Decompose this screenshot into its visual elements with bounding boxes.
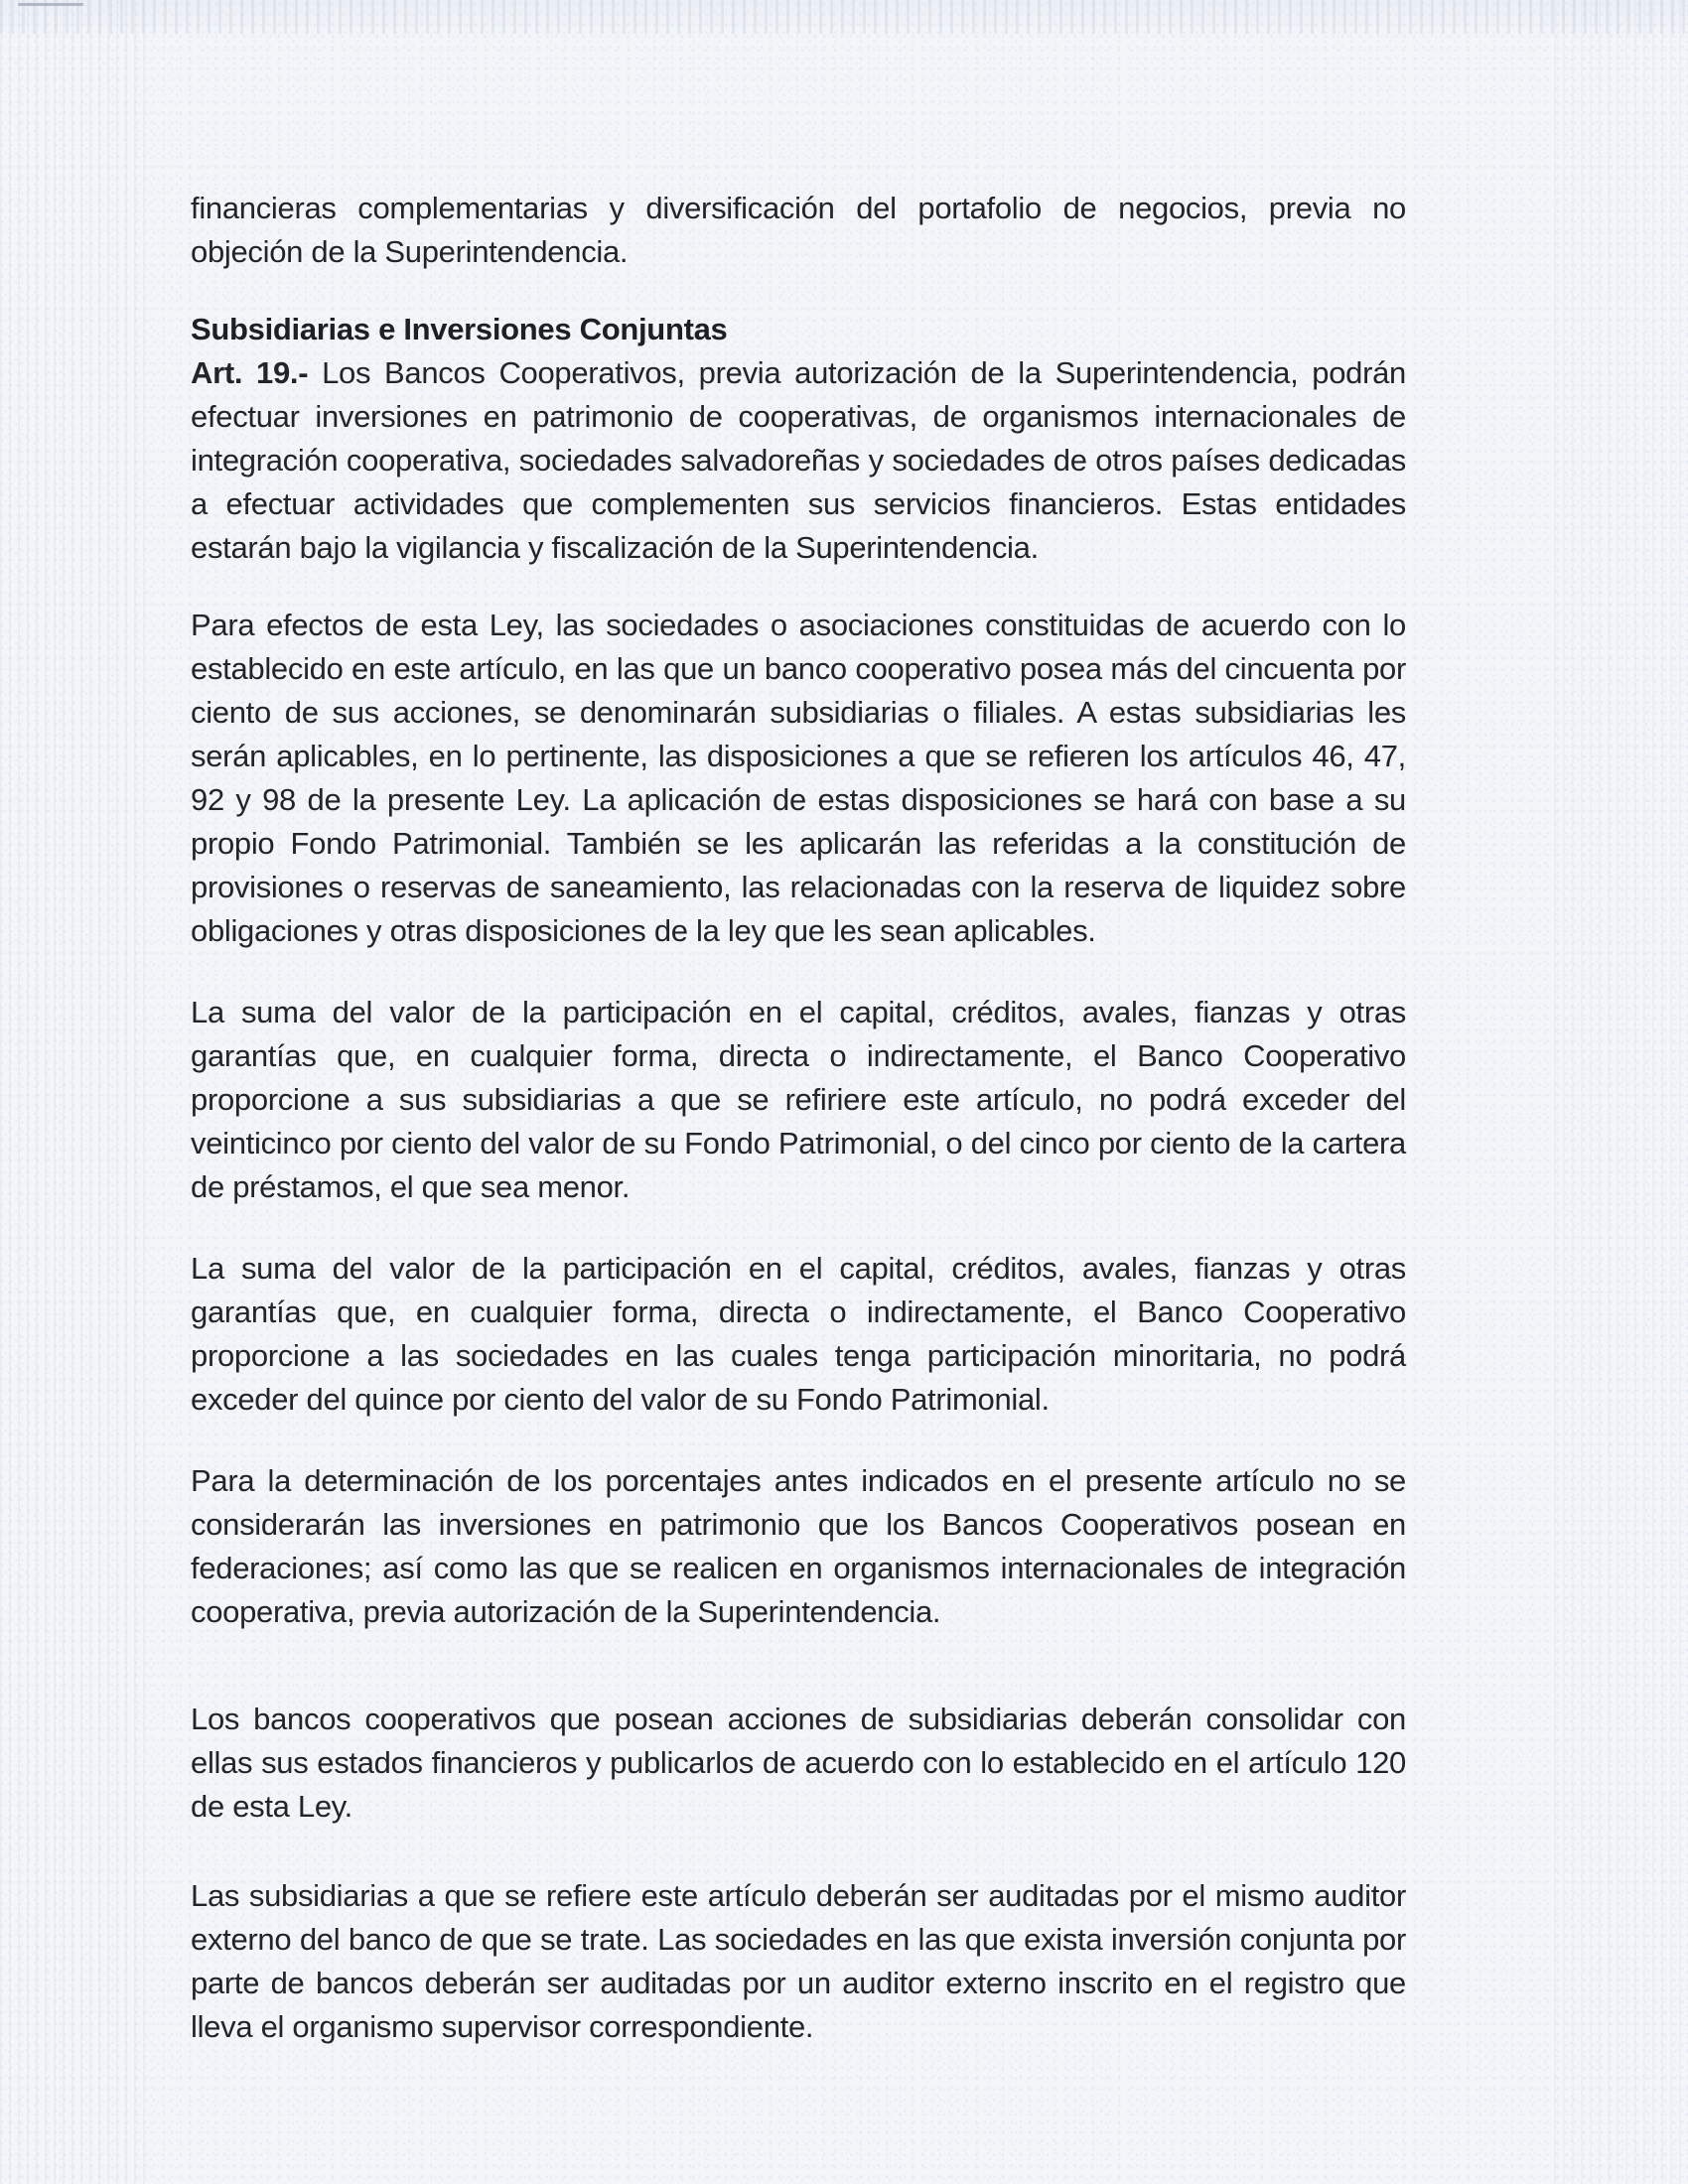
section-heading: Subsidiarias e Inversiones Conjuntas [191, 312, 728, 346]
scan-texture-left-edge [0, 0, 149, 2184]
document-text-block [191, 187, 1406, 2049]
paragraph-auditoria-subsidiarias: Las subsidiarias a que se refiere este artículo deberán ser auditadas por el mismo auditor externo del banco de que se trate. Las sociedades en las que exista inversión conjunta por parte de bancos deberán ser auditadas por un auditor externo inscrito en el registro que lleva el organismo supervisor correspondiente. [191, 1878, 1406, 2044]
article-number-label: Art. 19.- [191, 355, 309, 390]
scan-texture-top-edge [0, 0, 1688, 34]
paragraph-determinacion-porcentajes: Para la determinación de los porcentajes antes indicados en el presente artículo no se considerarán las inversiones en patrimonio que los Bancos Cooperativos posean en federaciones; así como las que se realicen en organismos internacionales de integración cooperativa, previa autorización de la Superintendencia. [191, 1463, 1406, 1629]
paragraph-limite-veinticinco: La suma del valor de la participación en el capital, créditos, avales, fianzas y otras garantías que, en cualquier forma, directa o indirectamente, el Banco Cooperativo proporcione a sus subsidiarias a que se refiriere este artículo, no podrá exceder del veinticinco por ciento del valor de su Fondo Patrimonial, o del cinco por ciento de la cartera de préstamos, el que sea menor. [191, 995, 1406, 1204]
paragraph-limite-quince: La suma del valor de la participación en el capital, créditos, avales, fianzas y otras garantías que, en cualquier forma, directa o indirectamente, el Banco Cooperativo proporcione a las sociedades en las cuales tenga participación minoritaria, no podrá exceder del quince por ciento del valor de su Fondo Patrimonial. [191, 1251, 1406, 1417]
paragraph-subsidiarias-definicion: Para efectos de esta Ley, las sociedades o asociaciones constituidas de acuerdo con lo establecido en este artículo, en las que un banco cooperativo posea más del cincuenta por ciento de sus acciones, se denominarán subsidiarias o filiales. A estas subsidiarias les serán aplicables, en lo pertinente, las disposiciones a que se refieren los artículos 46, 47, 92 y 98 de la presente Ley. La aplicación de estas disposiciones se hará con base a su propio Fondo Patrimonial. También se les aplicarán las referidas a la constitución de provisiones o reservas de saneamiento, las relacionadas con la reserva de liquidez sobre obligaciones y otras disposiciones de la ley que les sean aplicables. [191, 608, 1406, 948]
paragraph-article-19 [191, 351, 1406, 570]
article-body-text: Los Bancos Cooperativos, previa autorización de la Superintendencia, podrán efectuar inversiones en patrimonio de cooperativas, de organismos internacionales de integración cooperativa, sociedades salvadoreñas y sociedades de otros países dedicadas a efectuar actividades que complementen sus servicios financieros. Estas entidades estarán bajo la vigilancia y fiscalización de la Superintendencia. [191, 355, 1406, 565]
paragraph-intro: financieras complementarias y diversificación del portafolio de negocios, previa no objeción de la Superintendencia. [191, 191, 1406, 269]
paragraph-consolidacion-estados: Los bancos cooperativos que posean acciones de subsidiarias deberán consolidar con ellas sus estados financieros y publicarlos de acuerdo con lo establecido en el artículo 120 de esta Ley. [191, 1702, 1406, 1824]
scan-texture-right-edge [1554, 0, 1688, 2184]
scan-artifact-mark [18, 3, 83, 6]
